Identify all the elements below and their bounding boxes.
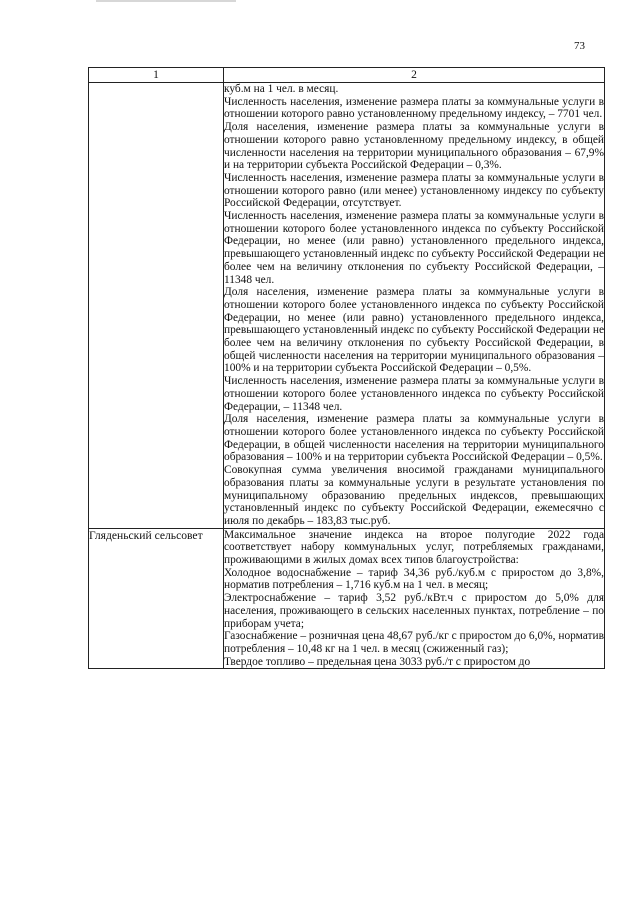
data-table	[88, 67, 605, 669]
table-row	[89, 83, 605, 529]
page-number: 73	[574, 40, 585, 52]
settlement-name: Гляденьский сельсовет	[89, 528, 203, 542]
paragraph: Холодное водоснабжение – тариф 34,36 руб./куб.м с приростом до 3,8%, норматив потребления – 1,716 куб.м на 1 чел. в месяц;	[224, 566, 604, 592]
paragraph: Численность населения, изменение размера платы за коммунальные услуги в отношении которого равно (или менее) установленному индексу по субъекту Российской Федерации, отсутствует.	[224, 171, 604, 210]
table-row	[89, 528, 605, 669]
paragraph: Численность населения, изменение размера платы за коммунальные услуги в отношении которого более установленного индекса по субъекту Российской Федерации, – 11348 чел.	[224, 375, 604, 413]
settlement-cell	[89, 83, 224, 529]
paragraph: Электроснабжение – тариф 3,52 руб./кВт.ч с приростом до 5,0% для населения, проживающего в сельских населенных пунктах, потребление – по приборам учета;	[224, 592, 604, 630]
paragraph: Максимальное значение индекса на второе полугодие 2022 года соответствует набору коммунальных услуг, потребляемых гражданами, проживающими в жилых домах всех типов благоустройства:	[224, 528, 604, 567]
description-cell	[224, 528, 605, 669]
paragraph: Доля населения, изменение размера платы за коммунальные услуги в отношении которого более установленного индекса по субъекту Российской Федерации, в общей численности населения на территории муниципального образования – 100% и на территории субъекта Российской Федерации – 0,5%.	[224, 413, 604, 464]
paragraph: Численность населения, изменение размера платы за коммунальные услуги в отношении которого более установленного индекса по субъекту Российской Федерации, но менее (или равно) установленного предельного индекса, превышающего установленный индекс по субъекту Российской Федерации не более чем на величину отклонения по субъекту Российской Федерации, – 11348 чел.	[224, 210, 604, 286]
settlement-cell	[89, 528, 224, 669]
paragraph: Газоснабжение – розничная цена 48,67 руб./кг с приростом до 6,0%, норматив потребления – 10,48 кг на 1 чел. в месяц (сжиженный газ);	[224, 630, 604, 655]
table-header-row	[89, 68, 605, 83]
paragraph: Доля населения, изменение размера платы за коммунальные услуги в отношении которого равно установленному предельному индексу, в общей численности населения на территории муниципального образования – 67,9% и на территории субъекта Российской Федерации – 0,3%.	[224, 121, 604, 172]
paragraph: Численность населения, изменение размера платы за коммунальные услуги в отношении которого равно установленному предельному индексу, – 7701 чел.	[224, 95, 604, 121]
paragraph: куб.м на 1 чел. в месяц.	[224, 83, 339, 95]
scan-artifact	[96, 0, 236, 2]
column-header-2: 2	[224, 68, 605, 83]
description-cell	[224, 83, 605, 529]
paragraph: Совокупная сумма увеличения вносимой гражданами муниципального образования платы за коммунальные услуги в результате установления по муниципальному образованию предельных индексов, превышающих установленный индекс по субъекту Российской Федерации, ежемесячно с июля по декабрь – 183,83 тыс.руб.	[224, 464, 604, 527]
paragraph: Твердое топливо – предельная цена 3033 руб./т с приростом до	[224, 655, 531, 668]
paragraph: Доля населения, изменение размера платы за коммунальные услуги в отношении которого более установленного индекса по субъекту Российской Федерации, но менее (или равно) установленного предельного индекса, превышающего установленный индекс по субъекту Российской Федерации не более чем на величину отклонения по субъекту Российской Федерации, в общей численности населения на территории муниципального образования – 100% и на территории субъекта Российской Федерации – 0,5%.	[224, 286, 604, 375]
column-header-1: 1	[89, 68, 224, 83]
